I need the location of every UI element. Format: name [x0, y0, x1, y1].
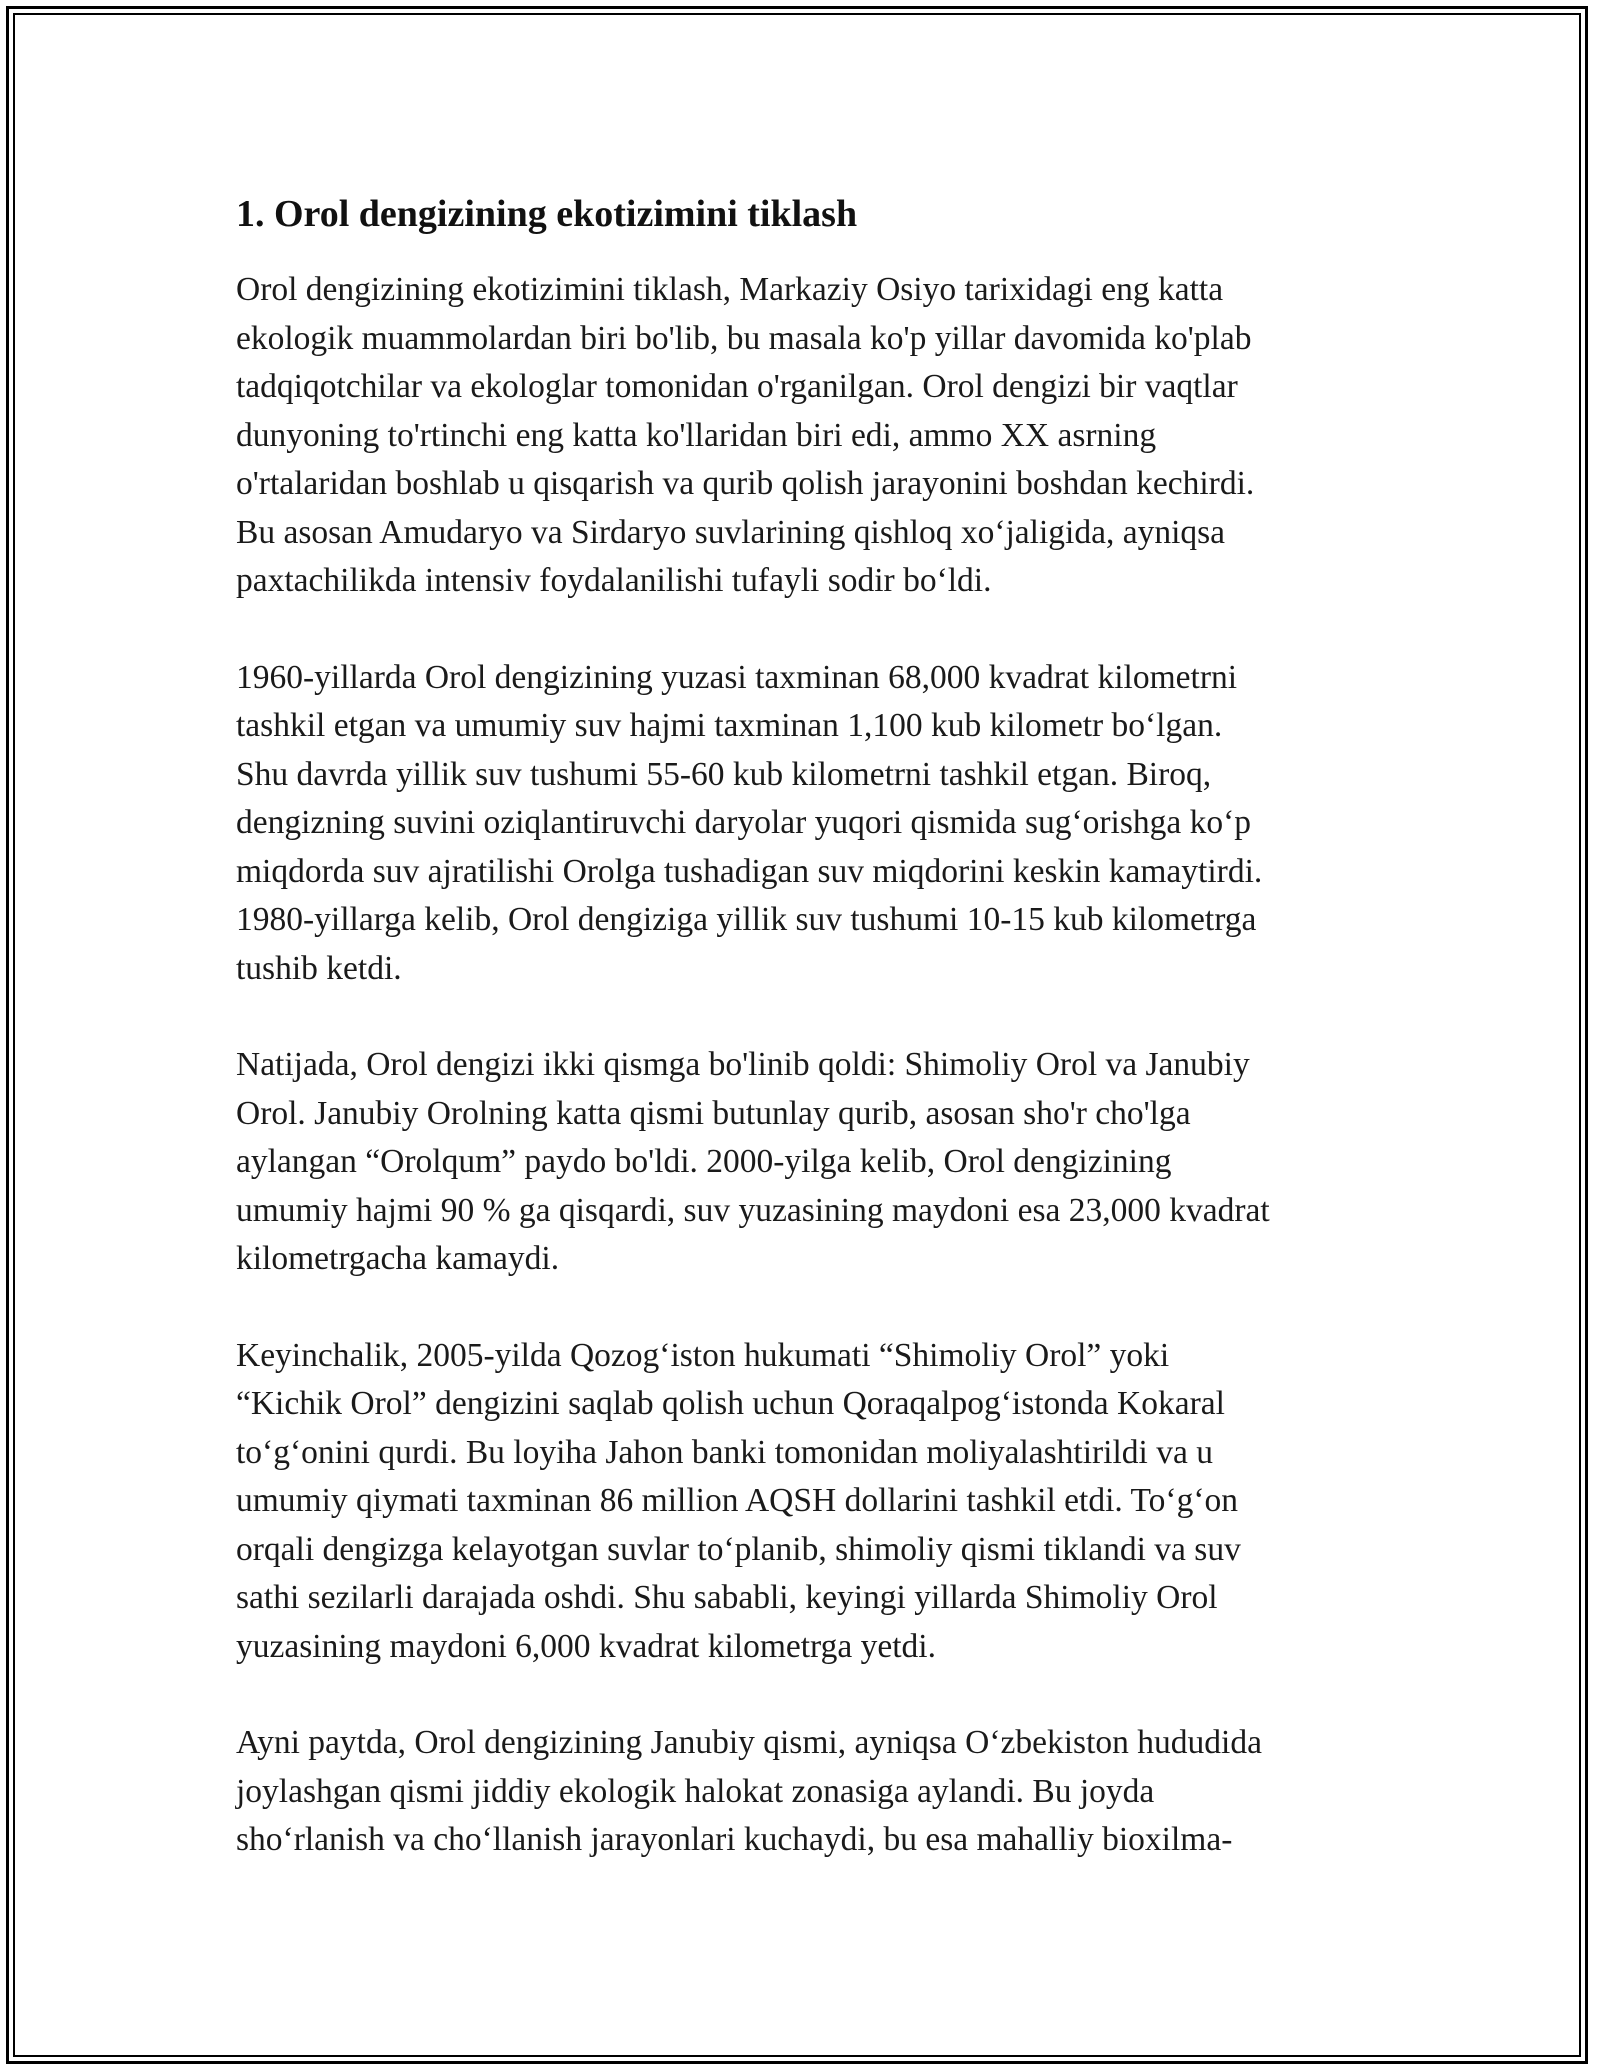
text-line: Orol. Janubiy Orolning katta qismi butunlay qurib, asosan sho'r cho'lga [236, 1094, 1191, 1132]
text-line: sho‘rlanish va cho‘llanish jarayonlari kuchaydi, bu esa mahalliy bioxilma- [236, 1821, 1233, 1858]
text-line: orqali dengizga kelayotgan suvlar to‘planib, shimoliy qismi tiklandi va suv [236, 1530, 1241, 1568]
text-line: Bu asosan Amudaryo va Sirdaryo suvlarining qishloq xo‘jaligida, ayniqsa [236, 513, 1226, 551]
paragraph-southern [236, 1719, 1386, 1865]
text-line: to‘g‘onini qurdi. Bu loyiha Jahon banki tomonidan moliyalashtirildi va u [236, 1433, 1213, 1471]
text-line: umumiy qiymati taxminan 86 million AQSH dollarini tashkil etdi. To‘g‘on [236, 1482, 1238, 1519]
text-line: umumiy hajmi 90 % ga qisqardi, suv yuzasining maydoni esa 23,000 kvadrat [236, 1191, 1270, 1229]
text-line: dengizning suvini oziqlantiruvchi daryolar yuqori qismida sug‘orishga ko‘p [236, 804, 1252, 841]
text-line: miqdorda suv ajratilishi Orolga tushadigan suv miqdorini keskin kamaytirdi. [236, 852, 1263, 890]
text-line: Natijada, Orol dengizi ikki qismga bo'linib qoldi: Shimoliy Orol va Janubiy [236, 1046, 1250, 1083]
text-line: dunyoning to'rtinchi eng katta ko'llaridan biri edi, ammo XX asrning [236, 416, 1157, 454]
paragraph-kokaral [236, 1332, 1386, 1672]
section-heading: 1. Orol dengizining ekotizimini tiklash [236, 193, 858, 235]
text-line: Shu davrda yillik suv tushumi 55-60 kub kilometrni tashkil etgan. Biroq, [236, 755, 1212, 793]
text-line: joylashgan qismi jiddiy ekologik halokat zonasiga aylandi. Bu joyda [236, 1772, 1155, 1810]
text-line: Orol dengizining ekotizimini tiklash, Markaziy Osiyo tarixidagi eng katta [236, 271, 1224, 308]
paragraph-division [236, 1041, 1386, 1284]
paragraph-1960s [236, 654, 1386, 994]
text-line: aylangan “Orolqum” paydo bo'ldi. 2000-yilga kelib, Orol dengizining [236, 1143, 1172, 1180]
text-line: 1960-yillarda Orol dengizining yuzasi taxminan 68,000 kvadrat kilometrni [236, 658, 1238, 696]
text-line: “Kichik Orol” dengizini saqlab qolish uchun Qoraqalpog‘istonda Kokaral [236, 1385, 1225, 1422]
text-line: Keyinchalik, 2005-yilda Qozog‘iston hukumati “Shimoliy Orol” yoki [236, 1336, 1170, 1374]
paragraph-intro [236, 266, 1386, 606]
text-line: tadqiqotchilar va ekologlar tomonidan o'rganilgan. Orol dengizi bir vaqtlar [236, 368, 1238, 405]
text-line: paxtachilikda intensiv foydalanilishi tufayli sodir bo‘ldi. [236, 562, 992, 599]
text-line: 1980-yillarga kelib, Orol dengiziga yillik suv tushumi 10-15 kub kilometrga [236, 901, 1257, 938]
text-line: tushib ketdi. [236, 949, 402, 987]
text-line: o'rtalaridan boshlab u qisqarish va qurib qolish jarayonini boshdan kechirdi. [236, 465, 1255, 502]
text-line: kilometrgacha kamaydi. [236, 1240, 560, 1277]
text-line: yuzasining maydoni 6,000 kvadrat kilometrga yetdi. [236, 1627, 936, 1665]
text-line: tashkil etgan va umumiy suv hajmi taxminan 1,100 kub kilometr bo‘lgan. [236, 707, 1223, 744]
document-body [236, 188, 1386, 1913]
text-line: ekologik muammolardan biri bo'lib, bu masala ko'p yillar davomida ko'plab [236, 319, 1252, 357]
text-line: sathi sezilarli darajada oshdi. Shu sababli, keyingi yillarda Shimoliy Orol [236, 1579, 1218, 1616]
text-line: Ayni paytda, Orol dengizining Janubiy qismi, ayniqsa O‘zbekiston hududida [236, 1724, 1262, 1761]
